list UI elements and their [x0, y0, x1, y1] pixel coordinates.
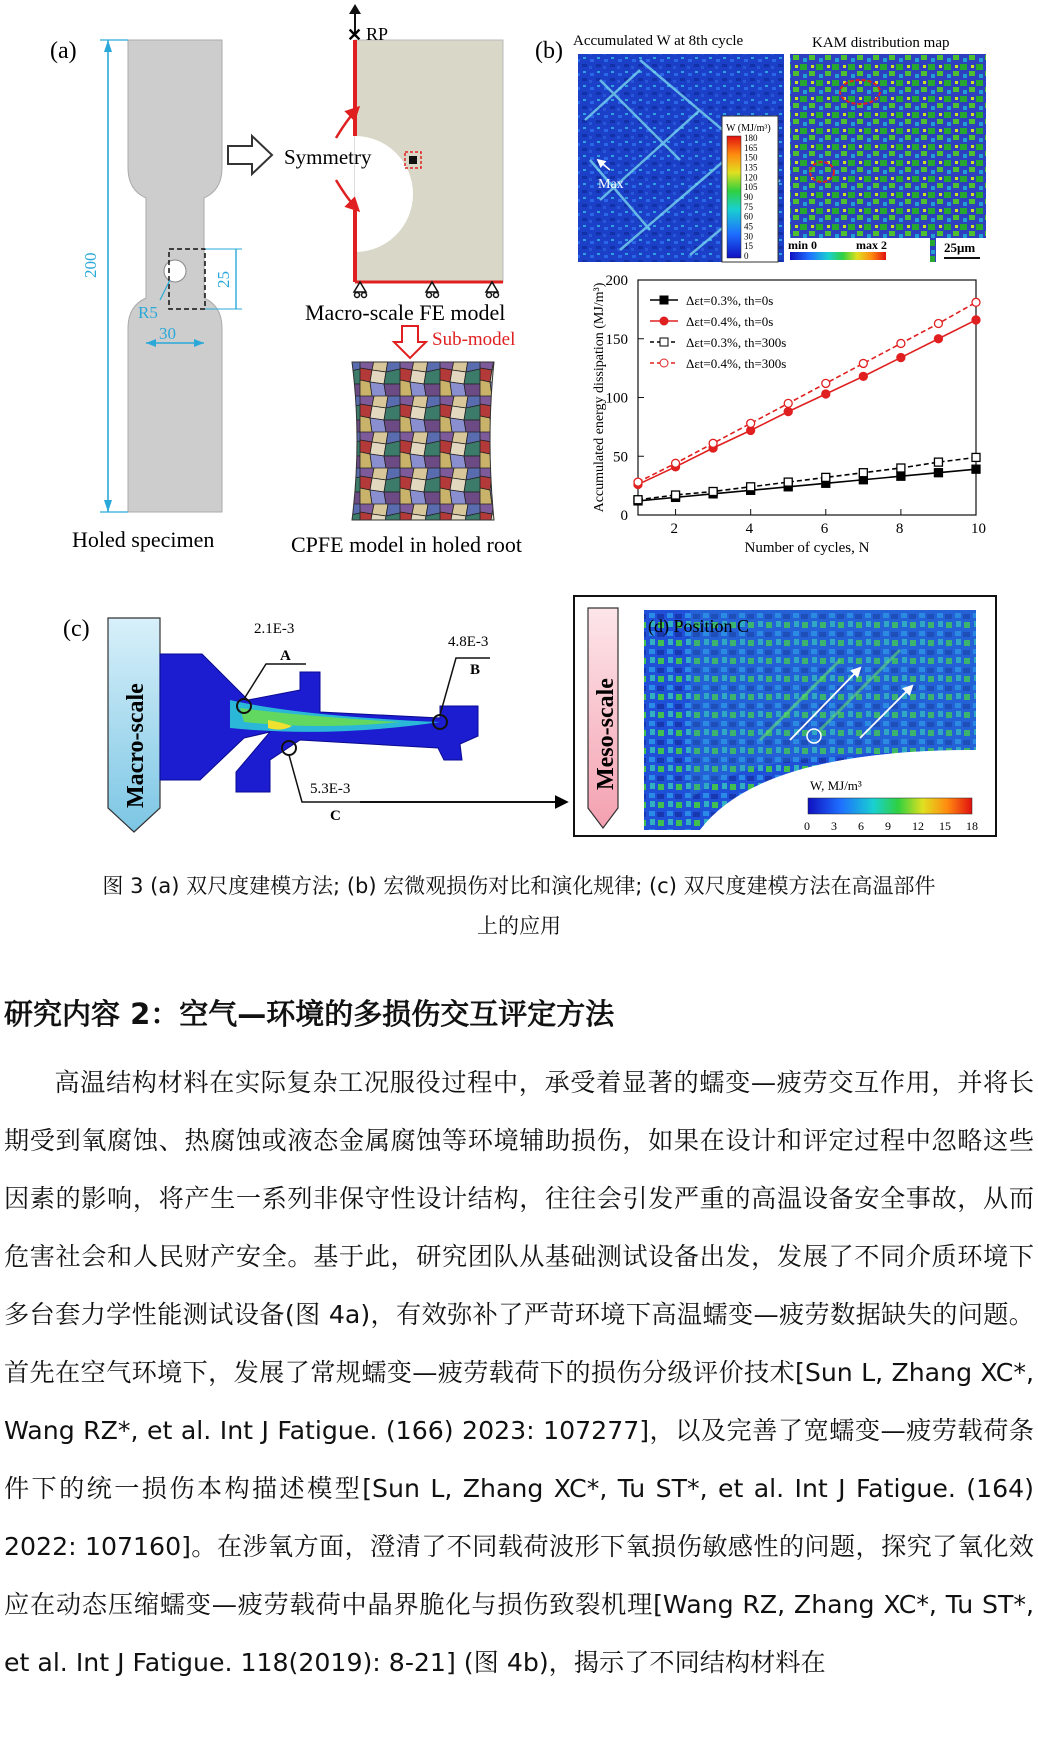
dimension-r5: R5	[138, 303, 158, 322]
point-c-label: C	[330, 808, 341, 824]
data-point	[784, 478, 792, 486]
data-point	[822, 390, 830, 398]
panel-a-label: (a)	[50, 38, 77, 64]
w-colorbar-tick: 165	[744, 142, 758, 153]
point-b-value: 4.8E-3	[448, 634, 489, 650]
x-tick-label: 8	[895, 521, 904, 537]
w-colorbar-tick: 150	[744, 152, 758, 163]
w-colorbar-tick: 30	[744, 231, 753, 242]
legend-marker	[660, 296, 668, 304]
data-point	[972, 453, 980, 461]
panel-b-label: (b)	[535, 38, 563, 64]
cpfe-grain-model	[352, 362, 494, 520]
y-tick-label: 0	[620, 508, 628, 524]
svg-text:✕: ✕	[347, 25, 363, 45]
symmetry-arrow	[228, 136, 272, 174]
caption-line-1: 图 3 (a) 双尺度建模方法; (b) 宏微观损伤对比和演化规律; (c) 双尺度建模方法在高温部件	[102, 874, 936, 898]
meso-colorbar-tick: 9	[885, 819, 891, 833]
panel-c-label: (c)	[63, 616, 90, 642]
legend-label: Δεt=0.4%, th=0s	[686, 314, 774, 329]
paragraph-text: 高温结构材料在实际复杂工况服役过程中，承受着显著的蠕变—疲劳交互作用，并将长期受到氧腐蚀、热腐蚀或液态金属腐蚀等环境辅助损伤，如果在设计和评定过程中忽略这些因素的影响，将产生一系列非保守性设计结构，往往会引发严重的高温设备安全事故，从而危害社会和人民财产安全。基于此，研究团队从基础测试设备出发，发展了不同介质环境下多台套力学性能测试设备(图 4a)，有效弥补了严苛环境下高温蠕变—疲劳数据缺失的问题。首先在空气环境下，发展了常规蠕变—疲劳载荷下的损伤分级评价技术[Sun L, Zhang XC*, Wang RZ*, et al. Int J Fatigue. (166) 2023: 107277]，以及完善了宽蠕变—疲劳载荷条件下的统一损伤本构描述模型[Sun L, Zhang XC*, Tu ST*, et al. Int J Fatigue. (164) 2022: 107160]。在涉氧方面，澄清了不同载荷波形下氧损伤敏感性的问题，探究了氧化效应在动态压缩蠕变—疲劳载荷中晶界脆化与损伤致裂机理[Wang RZ, Zhang XC*, Tu ST*, et al. Int J Fatigue. 118(2019): 8-21] (图 4b)，揭示了不同结构材料在	[4, 1068, 1034, 1677]
kam-map	[790, 54, 986, 262]
point-b-label: B	[470, 662, 481, 678]
meso-colorbar-tick: 3	[831, 819, 837, 833]
cpfe-model-label: CPFE model in holed root	[291, 532, 522, 557]
data-point	[784, 399, 792, 407]
x-tick-label: 6	[820, 521, 829, 537]
w-colorbar-tick: 45	[744, 221, 753, 232]
x-tick-label: 10	[971, 521, 986, 537]
legend-marker	[660, 359, 668, 367]
point-a-value: 2.1E-3	[254, 621, 295, 637]
scale-bar-label: 25μm	[944, 240, 976, 255]
data-point	[859, 469, 867, 477]
w-colorbar-tick: 60	[744, 211, 753, 222]
meso-scale-label: Meso-scale	[593, 678, 619, 790]
meso-colorbar-title: W, MJ/m³	[810, 778, 862, 793]
kam-min-label: min 0	[788, 238, 818, 252]
legend-label: Δεt=0.3%, th=300s	[686, 335, 787, 350]
data-point	[972, 298, 980, 306]
point-a-label: A	[280, 648, 291, 664]
macro-model-label: Macro-scale FE model	[305, 300, 506, 325]
kam-colorbar	[790, 252, 886, 260]
rp-label: RP	[366, 24, 389, 44]
map1-title: Accumulated W at 8th cycle	[573, 33, 744, 49]
meso-colorbar-tick: 6	[858, 819, 864, 833]
data-point	[897, 354, 905, 362]
data-point	[672, 491, 680, 499]
meso-colorbar-tick: 12	[912, 819, 924, 833]
dimension-30: 30	[159, 324, 176, 343]
w-colorbar-tick: 120	[744, 172, 758, 183]
data-point	[747, 483, 755, 491]
data-point	[784, 408, 792, 416]
y-axis-label: Accumulated energy dissipation (MJ/m³)	[592, 282, 607, 513]
data-point	[709, 488, 717, 496]
data-point	[822, 473, 830, 481]
energy-dissipation-chart	[592, 273, 986, 556]
meso-colorbar-tick: 0	[804, 819, 810, 833]
data-point	[672, 459, 680, 467]
w-colorbar-tick: 180	[744, 133, 758, 143]
w-colorbar-tick: 75	[744, 201, 753, 212]
data-point	[934, 335, 942, 343]
caption-line-2: 上的应用	[477, 914, 561, 938]
dimension-200: 200	[81, 252, 100, 278]
legend-marker	[660, 317, 668, 325]
legend-label: Δεt=0.4%, th=300s	[686, 356, 787, 371]
figure-3	[0, 0, 1038, 850]
meso-colorbar	[808, 798, 972, 814]
holed-specimen-label: Holed specimen	[72, 527, 215, 552]
data-point	[822, 379, 830, 387]
body-paragraph	[4, 1054, 1034, 1692]
data-point	[709, 439, 717, 447]
w-colorbar-tick: 0	[744, 251, 749, 261]
y-tick-label: 200	[605, 273, 628, 289]
y-tick-label: 50	[613, 449, 628, 466]
data-point	[634, 496, 642, 504]
section-heading: 研究内容 2：空气—环境的多损伤交互评定方法	[4, 997, 615, 1031]
data-point	[934, 469, 942, 477]
data-point	[897, 339, 905, 347]
data-point	[897, 472, 905, 480]
dimension-25: 25	[214, 271, 233, 288]
data-point	[972, 316, 980, 324]
w-colorbar-tick: 90	[744, 192, 753, 202]
data-point	[747, 419, 755, 427]
data-point	[897, 464, 905, 472]
y-tick-label: 100	[605, 390, 628, 407]
x-tick-label: 4	[745, 521, 754, 537]
w-colorbar-tick: 15	[744, 241, 753, 252]
w-colorbar-tick: 135	[744, 162, 758, 173]
sub-model-label: Sub-model	[432, 329, 516, 350]
symmetry-label: Symmetry	[284, 145, 372, 169]
x-axis-label: Number of cycles, N	[744, 540, 870, 556]
y-tick-label: 150	[605, 331, 628, 348]
data-point	[859, 372, 867, 380]
meso-colorbar-tick: 18	[966, 819, 978, 833]
legend-marker	[660, 338, 668, 346]
legend-label: Δεt=0.3%, th=0s	[686, 293, 774, 308]
x-tick-label: 2	[670, 521, 679, 537]
w-colorbar	[727, 136, 741, 258]
max-label: Max	[598, 177, 624, 192]
meso-colorbar-tick: 15	[939, 819, 951, 833]
figure-caption	[0, 866, 1038, 946]
kam-max-label: max 2	[856, 238, 887, 252]
data-point	[934, 319, 942, 327]
data-point	[972, 465, 980, 473]
map2-title: KAM distribution map	[812, 35, 950, 51]
position-c-title: (d) Position C	[648, 616, 750, 636]
data-point	[859, 359, 867, 367]
data-point	[934, 458, 942, 466]
w-colorbar-title: W (MJ/m³)	[726, 123, 771, 134]
data-point	[634, 478, 642, 486]
point-c-value: 5.3E-3	[310, 781, 351, 797]
macro-scale-label: Macro-scale	[123, 683, 149, 808]
w-colorbar-tick: 105	[744, 182, 758, 193]
